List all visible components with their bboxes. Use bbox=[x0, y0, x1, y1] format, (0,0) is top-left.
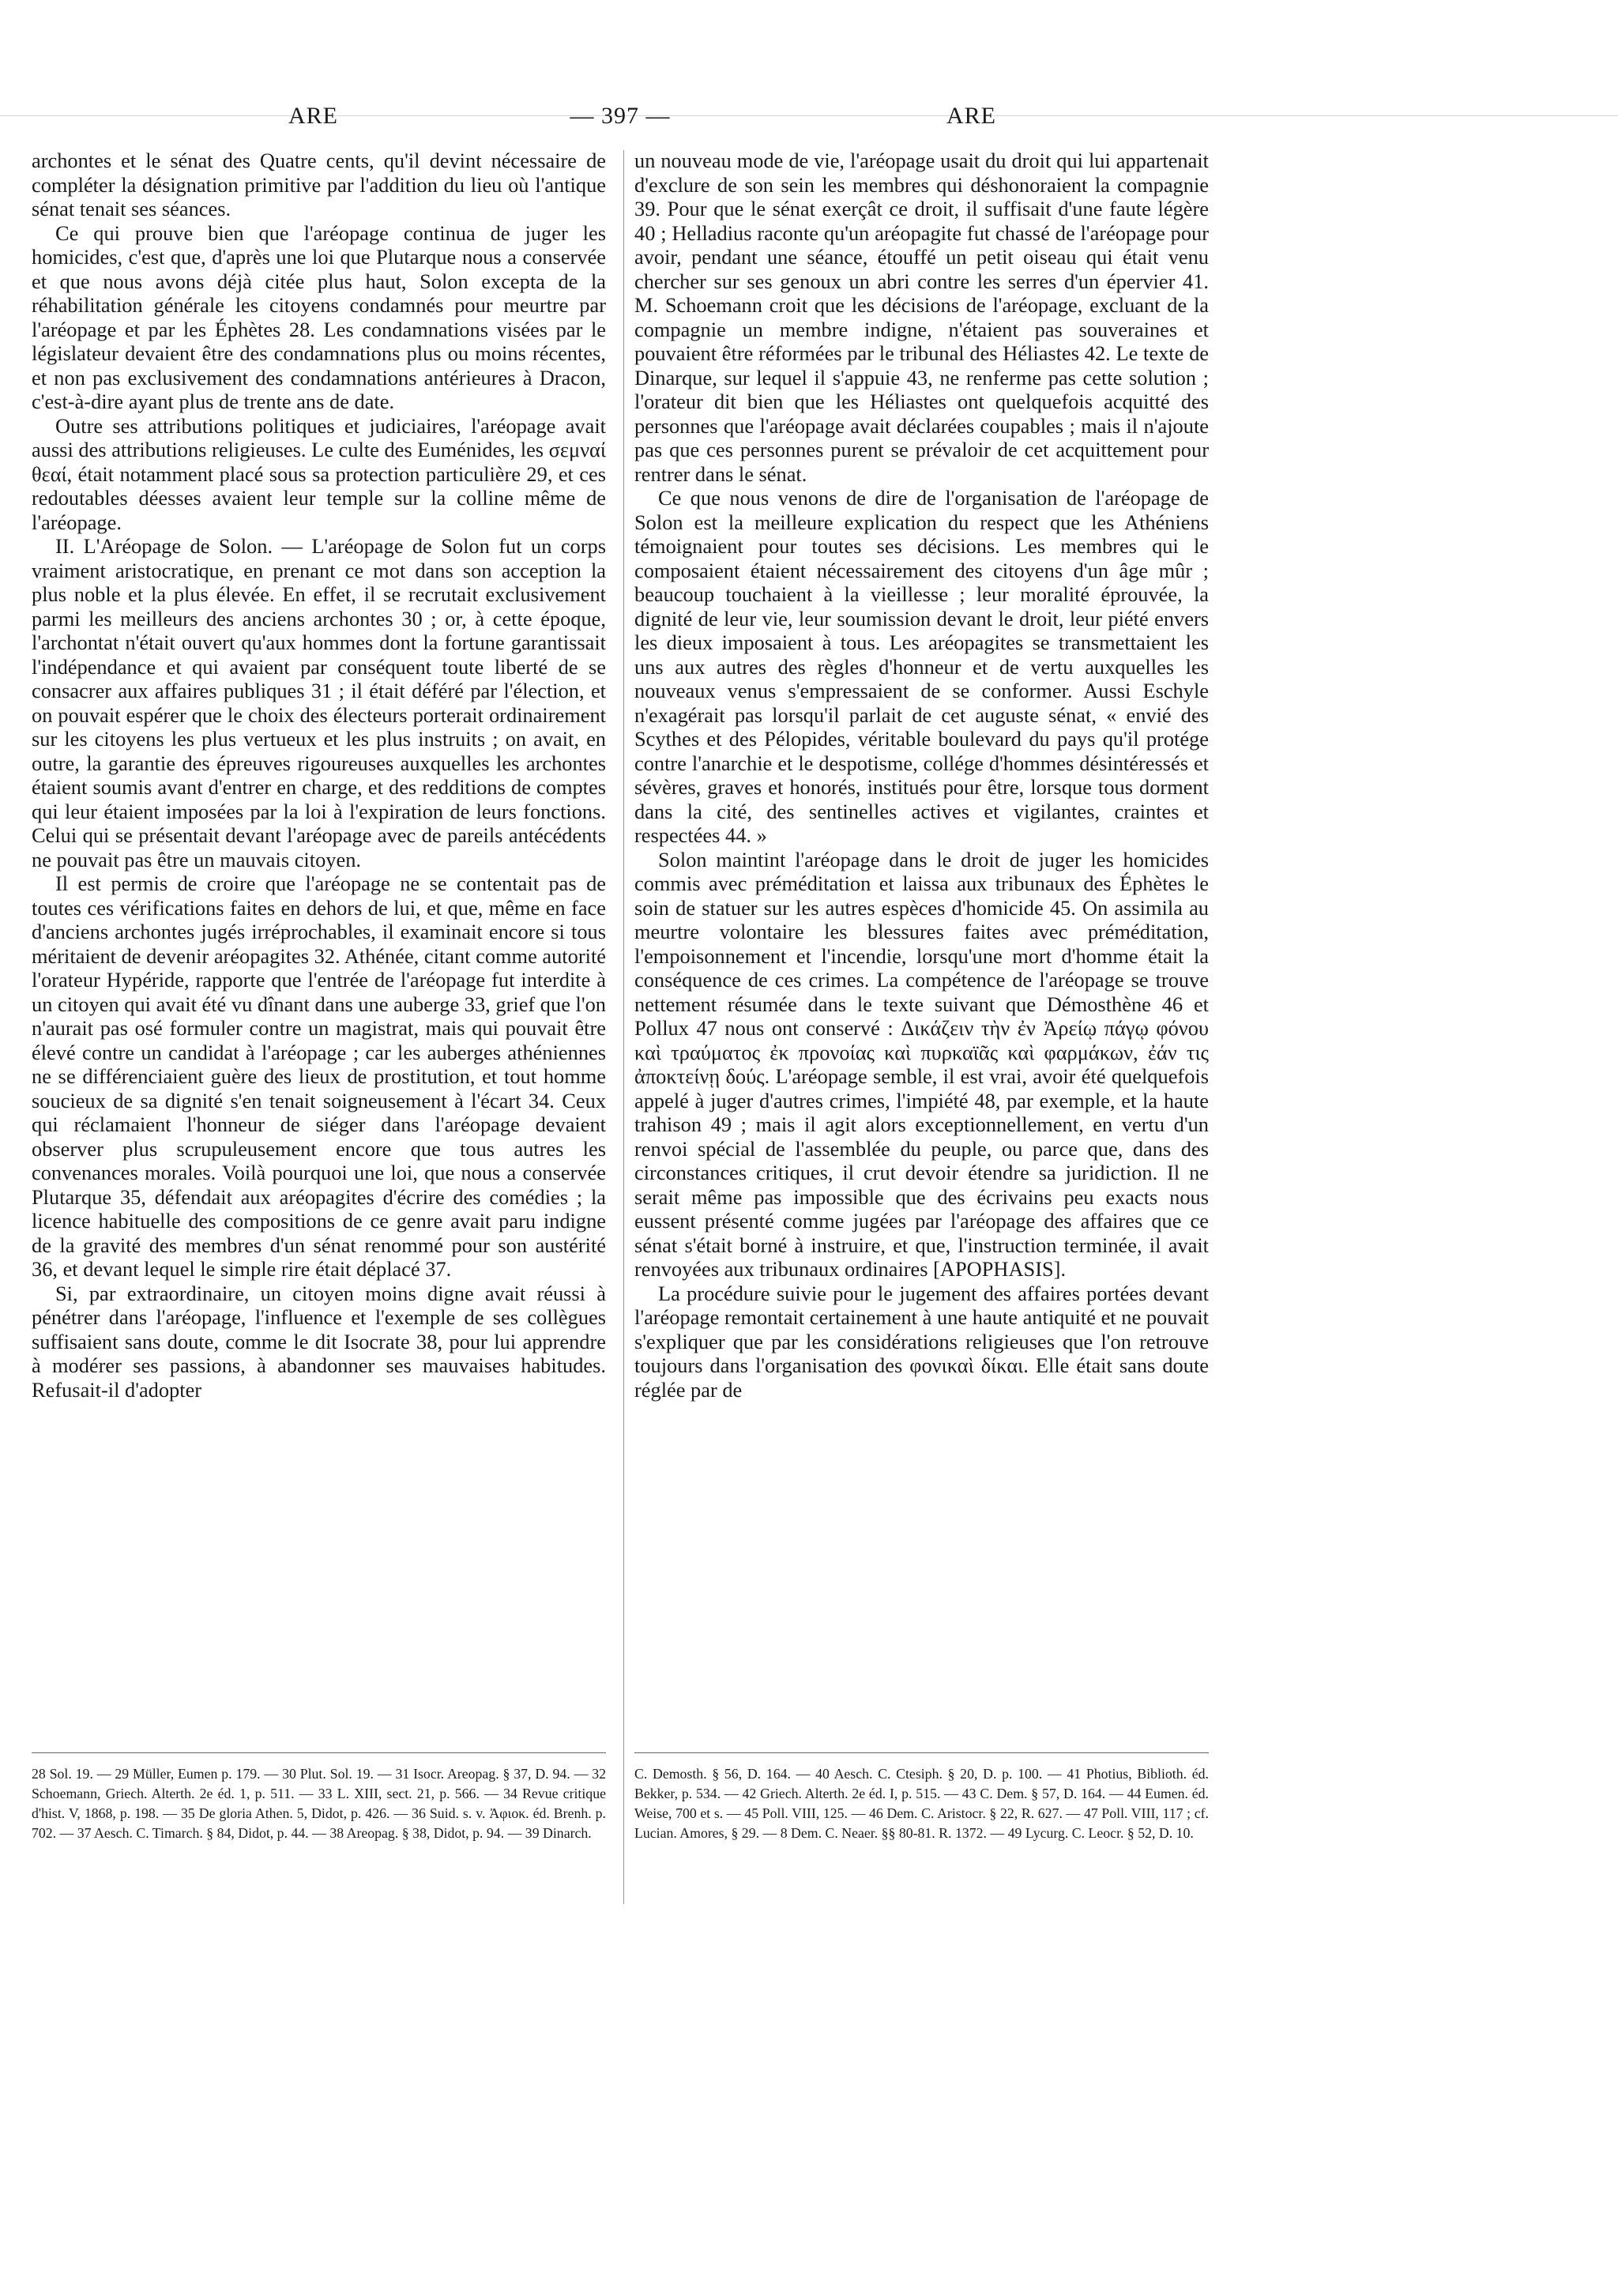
paragraph: Solon maintint l'aréopage dans le droit de juger les homicides commis avec préméditation et laissa aux tribunaux des Éphètes le soin de statuer sur les autres espèces d'homicide 45. On assimila au meurtre volontaire les blessures faites avec préméditation, l'empoisonnement et l'incendie, lorsqu'une mort d'homme était la conséquence de ces crimes. La compétence de l'aréopage se trouve nettement résumée dans le texte suivant que Démosthène 46 et Pollux 47 nous ont conservé : Δικάζειν τὴν ἐν Ἀρείῳ πάγῳ φόνου καὶ τραύματος ἐκ προνοίας καὶ πυρκαϊᾶς καὶ φαρμάκων, ἐάν τις ἀποκτείνῃ δούς. L'aréopage semble, il est vrai, avoir été quelquefois appelé à juger d'autres crimes, l'impiété 48, par exemple, et la haute trahison 49 ; mais il agit alors exceptionnellement, en vertu d'un renvoi spécial de l'assemblée du peuple, ou parce que, dans des circonstances critiques, il crut devoir étendre sa juridiction. Il ne serait même pas impossible que des écrivains peu exacts nous eussent présenté comme jugées par l'aréopage des affaires que ce sénat s'était borné à instruire, et que, l'instruction terminée, il avait renvoyées aux tribunaux ordinaires [APOPHASIS]. bbox=[634, 847, 1209, 1281]
paragraph: Outre ses attributions politiques et judiciaires, l'aréopage avait aussi des attributions religieuses. Le culte des Euménides, les σεμναί θεαί, était notamment placé sous sa protection particulière 29, et ces redoutables déesses avaient leur temple sur la colline même de l'aréopage. bbox=[32, 413, 606, 534]
paragraph: un nouveau mode de vie, l'aréopage usait du droit qui lui appartenait d'exclure de son sein les membres qui déshonoraient la compagnie 39. Pour que le sénat exerçât ce droit, il suffisait d'une faute légère 40 ; Helladius raconte qu'un aréopagite fut chassé de l'aréopage pour avoir, pendant une séance, étouffé un petit oiseau qui était venu chercher sur ses genoux un abri contre les serres d'un épervier 41. M. Schoemann croit que les décisions de l'aréopage, excluant de la compagnie un membre indigne, n'étaient pas souveraines et pouvaient être réformées par le tribunal des Héliastes 42. Le texte de Dinarque, sur lequel il s'appuie 43, ne renferme pas cette solution ; l'orateur dit bien que les Héliastes ont quelquefois acquitté des personnes que l'aréopage avait déclarées coupables ; mais il n'ajoute pas que ces personnes purent se prévaloir de cet acquittement pour rentrer dans le sénat. bbox=[634, 149, 1209, 486]
footnote-rule bbox=[634, 1752, 1209, 1753]
paragraph: Ce qui prouve bien que l'aréopage continua de juger les homicides, c'est que, d'après une loi que Plutarque nous a conservée et que nous avons déjà citée plus haut, Solon excepta de la réhabilitation générale les citoyens condamnés pour meurtre par l'aréopage et par les Éphètes 28. Les condamnations visées par le législateur devaient être des condamnations plus ou moins récentes, et non pas exclusivement des condamnations antérieures à Dracon, c'est-à-dire ayant plus de trente ans de date. bbox=[32, 220, 606, 413]
page-number: — 397 — bbox=[570, 103, 671, 129]
header-left-title: ARE bbox=[288, 103, 338, 129]
paragraph: La procédure suivie pour le jugement des affaires portées devant l'aréopage remontait certainement à une haute antiquité et ne pouvait s'expliquer que par les considérations religieuses que l'on retrouve toujours dans l'organisation des φονικαὶ δίκαι. Elle était sans doute réglée par de bbox=[634, 1281, 1209, 1402]
paragraph: Si, par extraordinaire, un citoyen moins digne avait réussi à pénétrer dans l'aréopage, l'influence et l'exemple de ses collègues suffisaient sans doute, comme le dit Isocrate 38, pour lui apprendre à modérer ses passions, à abandonner ses mauvaises habitudes. Refusait-il d'adopter bbox=[32, 1281, 606, 1402]
paragraph: archontes et le sénat des Quatre cents, qu'il devint nécessaire de compléter la désignation primitive par l'addition du lieu où l'antique sénat tenait ses séances. bbox=[32, 149, 606, 220]
paragraph: Ce que nous venons de dire de l'organisation de l'aréopage de Solon est la meilleure explication du respect que les Athéniens témoignaient pour toutes ses décisions. Les membres qui le composaient étaient nécessairement des citoyens d'un âge mûr ; beaucoup touchaient à la vieillesse ; leur moralité éprouvée, la dignité de leur vie, leur soumission devant le droit, leur piété envers les dieux imposaient à tous. Les aréopagites se transmettaient les uns aux autres des règles d'honneur et de vertu auxquelles les nouveaux venus s'empressaient de se conformer. Aussi Eschyle n'exagérait pas lorsqu'il parlait de cet auguste sénat, « envié des Scythes et des Pélopides, véritable boulevard du pays qu'il protége contre l'anarchie et le despotisme, collége d'hommes désintéressés et sévères, graves et honorés, institués pour être, lorsque tous dorment dans la cité, des sentinelles actives et vigilantes, craintes et respectées 44. » bbox=[634, 486, 1209, 847]
footnotes-right: C. Demosth. § 56, D. 164. — 40 Aesch. C. Ctesiph. § 20, D. p. 100. — 41 Photius, Biblioth. éd. Bekker, p. 534. — 42 Griech. Alterth. 2e éd. I, p. 515. — 43 C. Dem. § 57, D. 164. — 44 Eumen. éd. Weise, 700 et s. — 45 Poll. VIII, 125. — 46 Dem. C. Aristocr. § 22, R. 627. — 47 Poll. VIII, 117 ; cf. Lucian. Amores, § 29. — 8 Dem. C. Neaer. §§ 80-81. R. 1372. — 49 Lycurg. C. Leocr. § 52, D. 10. bbox=[634, 1766, 1209, 1841]
paragraph: Il est permis de croire que l'aréopage ne se contentait pas de toutes ces vérifications faites en dehors de lui, et que, même en face d'anciens archontes jugés irréprochables, il examinait encore si tous méritaient de devenir aréopagites 32. Athénée, citant comme autorité l'orateur Hypéride, rapporte que l'entrée de l'aréopage fut interdite à un citoyen qui avait été vu dînant dans une auberge 33, grief que l'on n'aurait pas osé formuler contre un magistrat, mais qui pouvait être élevé contre un candidat à l'aréopage ; car les auberges athéniennes ne se différenciaient guère des lieux de prostitution, et tout homme soucieux de sa dignité s'en tenait soigneusement à l'écart 34. Ceux qui réclamaient l'honneur de siéger dans l'aréopage devaient observer plus scrupuleusement encore que tous autres les convenances morales. Voilà pourquoi une loi, que nous a conservée Plutarque 35, défendait aux aréopagites d'écrire des comédies ; la licence habituelle des compositions de ce genre avait paru indigne de la gravité des membres d'un sénat renommé pour son austérité 36, et devant lequel le simple rire était déplacé 37. bbox=[32, 871, 606, 1281]
footnotes-left: 28 Sol. 19. — 29 Müller, Eumen p. 179. — 30 Plut. Sol. 19. — 31 Isocr. Areopag. § 37, D. 94. — 32 Schoemann, Griech. Alterth. 2e éd. 1, p. 511. — 33 L. XIII, sect. 21, p. 566. — 34 Revue critique d'hist. V, 1868, p. 198. — 35 De gloria Athen. 5, Didot, p. 426. — 36 Suid. s. v. Ἀφιοκ. éd. Brenh. p. 702. — 37 Aesch. C. Timarch. § 84, Didot, p. 44. — 38 Areopag. § 38, Didot, p. 94. — 39 Dinarch. bbox=[32, 1766, 606, 1841]
column-divider bbox=[623, 150, 624, 1904]
footnote-rule bbox=[32, 1752, 606, 1753]
left-column bbox=[32, 149, 606, 1402]
paragraph: II. L'Aréopage de Solon. — L'aréopage de Solon fut un corps vraiment aristocratique, en prenant ce mot dans son acception la plus noble et la plus élevée. En effet, il se recrutait exclusivement parmi les meilleurs des anciens archontes 30 ; or, à cette époque, l'archontat n'était ouvert qu'aux hommes dont la fortune garantissait l'indépendance et qui avaient par conséquent toute liberté de se consacrer aux affaires publiques 31 ; il était déféré par l'élection, et on pouvait espérer que le choix des électeurs porterait ordinairement sur les citoyens les plus vertueux et les plus instruits ; on avait, en outre, la garantie des épreuves rigoureuses auxquelles les archontes étaient soumis avant d'entrer en charge, et des redditions de comptes qui leur étaient imposées par la loi à l'expiration de leurs fonctions. Celui qui se présentait devant l'aréopage avec de pareils antécédents ne pouvait pas être un mauvais citoyen. bbox=[32, 534, 606, 871]
right-column bbox=[634, 149, 1209, 1402]
running-header bbox=[32, 103, 1209, 142]
header-right-title: ARE bbox=[946, 103, 996, 129]
